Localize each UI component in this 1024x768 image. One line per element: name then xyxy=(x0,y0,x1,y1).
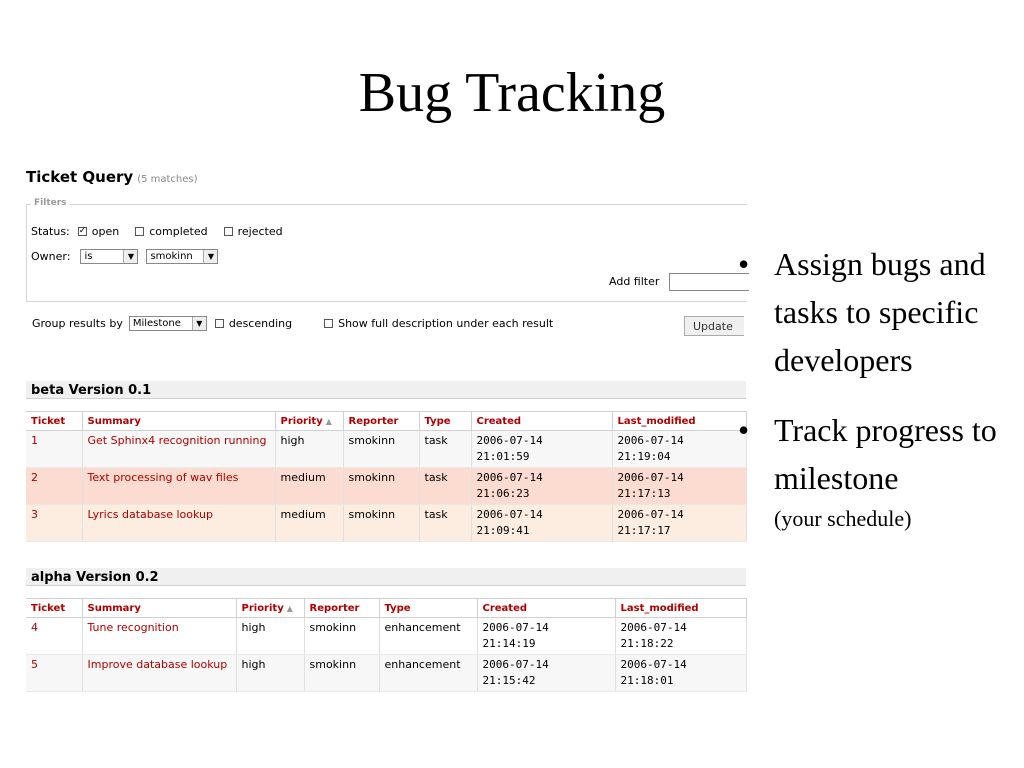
table-row xyxy=(26,505,746,542)
column-type[interactable]: Type xyxy=(379,599,477,618)
ticket-summary-link[interactable]: Get Sphinx4 recognition running xyxy=(82,431,275,468)
column-last-modified[interactable]: Last_modified xyxy=(615,599,746,618)
ticket-id-link[interactable]: 2 xyxy=(26,468,82,505)
ticket-summary-link[interactable]: Improve database lookup xyxy=(82,655,236,692)
table-header xyxy=(26,412,746,431)
ticket-priority: high xyxy=(236,618,304,655)
chevron-down-icon: ▼ xyxy=(123,250,137,263)
group-options-row xyxy=(32,316,553,331)
group-by-label: Group results by xyxy=(32,317,123,330)
ticket-created xyxy=(471,431,612,468)
ticket-reporter: smokinn xyxy=(343,468,419,505)
ticket-modified xyxy=(612,431,746,468)
modified-time: 21:17:17 xyxy=(617,524,671,537)
owner-value-select[interactable] xyxy=(146,249,218,264)
ticket-modified xyxy=(615,618,746,655)
group-by-value: Milestone xyxy=(132,318,181,329)
column-priority-label: Priority xyxy=(280,415,323,427)
owner-label: Owner: xyxy=(31,250,71,263)
created-date: 2006-07-14 xyxy=(482,658,549,671)
status-completed-label: completed xyxy=(149,225,208,238)
modified-date: 2006-07-14 xyxy=(620,621,687,634)
ticket-created xyxy=(477,655,615,692)
table-row xyxy=(26,618,746,655)
ticket-priority: medium xyxy=(275,505,343,542)
created-time: 21:06:23 xyxy=(476,487,530,500)
created-time: 21:15:42 xyxy=(482,674,536,687)
table-header xyxy=(26,599,746,618)
bullet-text: Track progress to milestone xyxy=(774,412,997,496)
column-created[interactable]: Created xyxy=(477,599,615,618)
column-created[interactable]: Created xyxy=(471,412,612,431)
ticket-id-link[interactable]: 5 xyxy=(26,655,82,692)
table-row xyxy=(26,655,746,692)
add-filter-select[interactable] xyxy=(669,273,749,291)
column-reporter[interactable]: Reporter xyxy=(343,412,419,431)
update-button[interactable]: Update xyxy=(684,316,744,336)
modified-date: 2006-07-14 xyxy=(617,471,684,484)
created-time: 21:09:41 xyxy=(476,524,530,537)
bullet-item xyxy=(738,240,1018,384)
ticket-priority: medium xyxy=(275,468,343,505)
column-ticket[interactable]: Ticket xyxy=(26,412,82,431)
modified-date: 2006-07-14 xyxy=(617,508,684,521)
group-title-beta: beta Version 0.1 xyxy=(26,381,746,399)
sort-ascending-icon: ▲ xyxy=(325,416,332,426)
status-completed-checkbox[interactable] xyxy=(135,227,144,236)
ticket-reporter: smokinn xyxy=(304,618,379,655)
column-priority-label: Priority xyxy=(241,602,284,614)
ticket-id-link[interactable]: 3 xyxy=(26,505,82,542)
ticket-summary-link[interactable]: Lyrics database lookup xyxy=(82,505,275,542)
full-description-label: Show full description under each result xyxy=(338,317,554,330)
ticket-table-alpha xyxy=(26,598,747,692)
bullet-item xyxy=(738,406,1018,536)
descending-checkbox[interactable] xyxy=(215,319,224,328)
ticket-modified xyxy=(612,505,746,542)
group-by-select[interactable] xyxy=(129,316,207,331)
column-last-modified[interactable]: Last_modified xyxy=(612,412,746,431)
full-description-checkbox[interactable] xyxy=(324,319,333,328)
ticket-reporter: smokinn xyxy=(343,505,419,542)
ticket-id-link[interactable]: 4 xyxy=(26,618,82,655)
column-type[interactable]: Type xyxy=(419,412,471,431)
column-summary[interactable]: Summary xyxy=(82,599,236,618)
filters-legend: Filters xyxy=(31,198,70,208)
owner-value: smokinn xyxy=(150,251,193,262)
modified-date: 2006-07-14 xyxy=(620,658,687,671)
status-open-label: open xyxy=(91,225,120,238)
owner-filter-row xyxy=(31,249,226,264)
status-rejected-label: rejected xyxy=(237,225,283,238)
bullet-subtext: (your schedule) xyxy=(774,506,912,531)
ticket-reporter: smokinn xyxy=(304,655,379,692)
chevron-down-icon: ▼ xyxy=(192,317,206,330)
ticket-summary-link[interactable]: Text processing of wav files xyxy=(82,468,275,505)
add-filter-row xyxy=(609,275,659,288)
modified-time: 21:19:04 xyxy=(617,450,671,463)
ticket-type: task xyxy=(419,468,471,505)
sort-ascending-icon: ▲ xyxy=(286,603,293,613)
ticket-table-beta xyxy=(26,411,747,542)
descending-label: descending xyxy=(228,317,293,330)
created-date: 2006-07-14 xyxy=(476,471,543,484)
modified-date: 2006-07-14 xyxy=(617,434,684,447)
ticket-modified xyxy=(615,655,746,692)
modified-time: 21:18:22 xyxy=(620,637,674,650)
status-filter-row xyxy=(31,225,299,238)
created-time: 21:01:59 xyxy=(476,450,530,463)
bullet-dot-icon: • xyxy=(738,412,750,448)
created-date: 2006-07-14 xyxy=(482,621,549,634)
created-time: 21:14:19 xyxy=(482,637,536,650)
ticket-type: task xyxy=(419,505,471,542)
column-priority[interactable] xyxy=(275,412,343,431)
bullet-list xyxy=(738,240,1018,558)
table-row xyxy=(26,468,746,505)
match-count: (5 matches) xyxy=(137,174,198,185)
column-priority[interactable] xyxy=(236,599,304,618)
ticket-query-title xyxy=(26,168,198,186)
ticket-priority: high xyxy=(275,431,343,468)
bullet-text: Assign bugs and tasks to specific developers xyxy=(774,246,986,378)
chevron-down-icon: ▼ xyxy=(203,250,217,263)
ticket-reporter: smokinn xyxy=(343,431,419,468)
group-title-alpha: alpha Version 0.2 xyxy=(26,568,746,586)
add-filter-label: Add filter xyxy=(609,275,660,288)
ticket-type: task xyxy=(419,431,471,468)
filters-panel xyxy=(26,198,750,302)
ticket-created xyxy=(471,468,612,505)
ticket-type: enhancement xyxy=(379,618,477,655)
owner-operator-value: is xyxy=(84,251,93,262)
status-open-checkbox[interactable]: ✓ xyxy=(78,226,87,236)
ticket-query-screenshot xyxy=(20,160,733,700)
modified-time: 21:18:01 xyxy=(620,674,674,687)
owner-operator-select[interactable] xyxy=(80,249,138,264)
ticket-summary-link[interactable]: Tune recognition xyxy=(82,618,236,655)
created-date: 2006-07-14 xyxy=(476,508,543,521)
ticket-type: enhancement xyxy=(379,655,477,692)
created-date: 2006-07-14 xyxy=(476,434,543,447)
modified-time: 21:17:13 xyxy=(617,487,671,500)
bullet-dot-icon: • xyxy=(738,246,750,282)
slide-title: Bug Tracking xyxy=(358,62,666,124)
column-ticket[interactable]: Ticket xyxy=(26,599,82,618)
status-rejected-checkbox[interactable] xyxy=(224,227,233,236)
table-row xyxy=(26,431,746,468)
ticket-created xyxy=(471,505,612,542)
column-summary[interactable]: Summary xyxy=(82,412,275,431)
ticket-priority: high xyxy=(236,655,304,692)
ticket-modified xyxy=(612,468,746,505)
column-reporter[interactable]: Reporter xyxy=(304,599,379,618)
status-label: Status: xyxy=(31,225,70,238)
ticket-query-heading: Ticket Query xyxy=(26,168,134,186)
ticket-id-link[interactable]: 1 xyxy=(26,431,82,468)
ticket-created xyxy=(477,618,615,655)
